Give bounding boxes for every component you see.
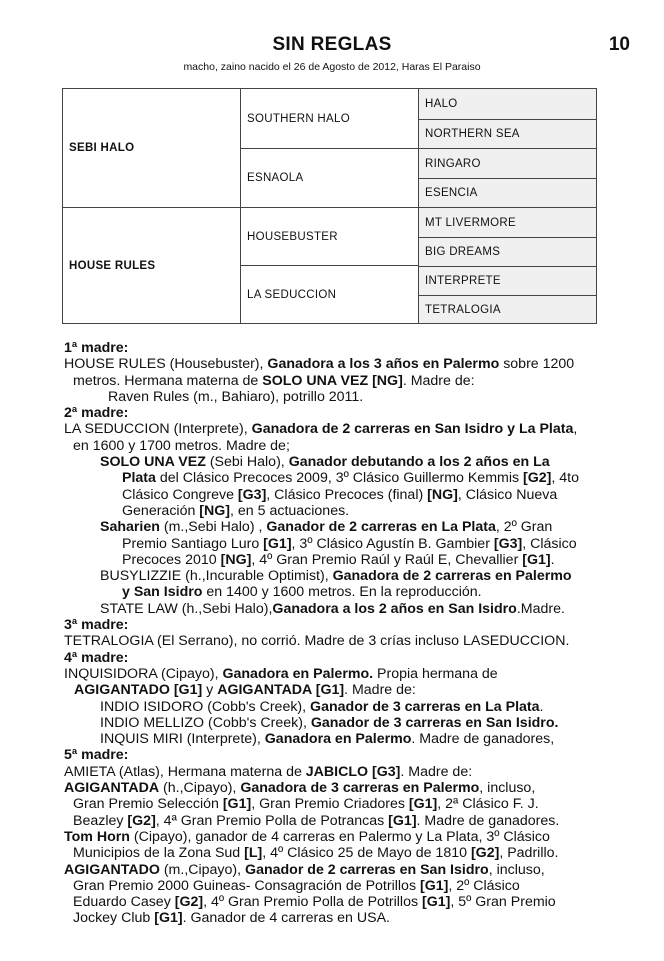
second-dam-line: LA SEDUCCION (Interprete), Ganadora de 2 carreras en San Isidro y La Plata, bbox=[64, 421, 578, 438]
second-dam-line: en 1600 y 1700 metros. Madre de; bbox=[73, 437, 290, 454]
produce-entry: INDIO ISIDORO (Cobb's Creek), Ganador de 3 carreras en La Plata. bbox=[100, 698, 544, 715]
produce-entry: AGIGANTADO (m.,Cipayo), Ganador de 2 carreras en San Isidro, incluso, bbox=[64, 861, 545, 878]
pedigree-sire: SEBI HALO bbox=[63, 89, 241, 207]
produce-entry: Clásico Congreve [G3], Clásico Precoces (final) [NG], Clásico Nueva bbox=[122, 486, 558, 503]
produce-entry: Eduardo Casey [G2], 4º Gran Premio Polla de Potrillos [G1], 5º Gran Premio bbox=[73, 894, 556, 911]
produce-entry: y San Isidro en 1400 y 1600 metros. En la reproducción. bbox=[122, 584, 482, 601]
produce-entry: STATE LAW (h.,Sebi Halo),Ganadora a los 2 años en San Isidro.Madre. bbox=[100, 600, 565, 617]
fifth-dam-line: AMIETA (Atlas), Hermana materna de JABICLO [G3]. Madre de: bbox=[64, 763, 473, 780]
lot-number: 10 bbox=[608, 34, 630, 55]
produce-entry: AGIGANTADA (h.,Cipayo), Ganadora de 3 carreras en Palermo, incluso, bbox=[64, 780, 536, 797]
pedigree-sire-dam: ESNAOLA bbox=[241, 148, 419, 207]
pedigree-gen3-4: ESENCIA bbox=[419, 178, 596, 207]
pedigree-gen3-6: BIG DREAMS bbox=[419, 237, 596, 266]
produce-entry: Premio Santiago Luro [G1], 3º Clásico Agustín B. Gambier [G3], Clásico bbox=[122, 535, 577, 552]
pedigree-dam: HOUSE RULES bbox=[63, 207, 241, 323]
produce-entry: Municipios de la Zona Sud [L], 4º Clásico 25 de Mayo de 1810 [G2], Padrillo. bbox=[73, 845, 559, 862]
produce-entry: Beazley [G2], 4ª Gran Premio Polla de Potrancas [G1]. Madre de ganadores. bbox=[73, 812, 560, 829]
first-dam-line: metros. Hermana materna de SOLO UNA VEZ [NG]. Madre de: bbox=[73, 372, 475, 389]
produce-entry: Tom Horn (Cipayo), ganador de 4 carreras en Palermo y La Plata, 3º Clásico bbox=[64, 828, 550, 845]
produce-entry: Jockey Club [G1]. Ganador de 4 carreras en USA. bbox=[73, 910, 390, 927]
second-dam-heading: 2ª madre: bbox=[64, 405, 129, 422]
fourth-dam-line: INQUISIDORA (Cipayo), Ganadora en Palermo. Propia hermana de bbox=[64, 665, 498, 682]
pedigree-gen3-2: NORTHERN SEA bbox=[419, 119, 596, 148]
produce-entry: Saharien (m.,Sebi Halo) , Ganador de 2 carreras en La Plata, 2º Gran bbox=[100, 519, 553, 536]
produce-entry: INQUIS MIRI (Interprete), Ganadora en Palermo. Madre de ganadores, bbox=[100, 731, 555, 748]
pedigree-dam-dam: LA SEDUCCION bbox=[241, 265, 419, 323]
pedigree-sire-sire: SOUTHERN HALO bbox=[241, 89, 419, 148]
produce-entry: Precoces 2010 [NG], 4º Gran Premio Raúl y Raúl E, Chevallier [G1]. bbox=[122, 551, 555, 568]
pedigree-gen3-1: HALO bbox=[419, 89, 596, 119]
first-dam-line: HOUSE RULES (Housebuster), Ganadora a los 3 años en Palermo sobre 1200 bbox=[64, 356, 575, 373]
family-section bbox=[64, 340, 604, 927]
produce-entry: INDIO MELLIZO (Cobb's Creek), Ganador de 3 carreras en San Isidro. bbox=[100, 714, 559, 731]
produce-entry: BUSYLIZZIE (h.,Incurable Optimist), Ganadora de 2 carreras en Palermo bbox=[100, 568, 572, 585]
pedigree-dam-sire: HOUSEBUSTER bbox=[241, 207, 419, 265]
horse-description: macho, zaino nacido el 26 de Agosto de 2012, Haras El Paraiso bbox=[183, 61, 481, 73]
first-dam-heading: 1ª madre: bbox=[64, 340, 129, 356]
horse-name-title: SIN REGLAS bbox=[272, 34, 392, 55]
first-dam-produce: Raven Rules (m., Bahiaro), potrillo 2011. bbox=[108, 388, 364, 405]
pedigree-table bbox=[62, 88, 597, 324]
pedigree-gen3-8: TETRALOGIA bbox=[419, 295, 596, 323]
fourth-dam-heading: 4ª madre: bbox=[64, 649, 129, 666]
pedigree-gen3-7: INTERPRETE bbox=[419, 266, 596, 295]
third-dam-heading: 3ª madre: bbox=[64, 617, 129, 634]
produce-entry: Plata del Clásico Precoces 2009, 3º Clásico Guillermo Kemmis [G2], 4to bbox=[122, 470, 580, 487]
produce-entry: Generación [NG], en 5 actuaciones. bbox=[122, 502, 350, 519]
fifth-dam-heading: 5ª madre: bbox=[64, 747, 129, 764]
pedigree-gen3-5: MT LIVERMORE bbox=[419, 207, 596, 237]
fourth-dam-line: AGIGANTADO [G1] y AGIGANTADA [G1]. Madre de: bbox=[74, 682, 416, 699]
third-dam-line: TETRALOGIA (El Serrano), no corrió. Madre de 3 crías incluso LASEDUCCION. bbox=[64, 633, 570, 650]
produce-entry: Gran Premio Selección [G1], Gran Premio Criadores [G1], 2ª Clásico F. J. bbox=[73, 796, 539, 813]
pedigree-gen3-3: RINGARO bbox=[419, 148, 596, 178]
produce-entry: Gran Premio 2000 Guineas- Consagración de Potrillos [G1], 2º Clásico bbox=[73, 877, 520, 894]
produce-entry: SOLO UNA VEZ (Sebi Halo), Ganador debutando a los 2 años en La bbox=[100, 454, 550, 471]
